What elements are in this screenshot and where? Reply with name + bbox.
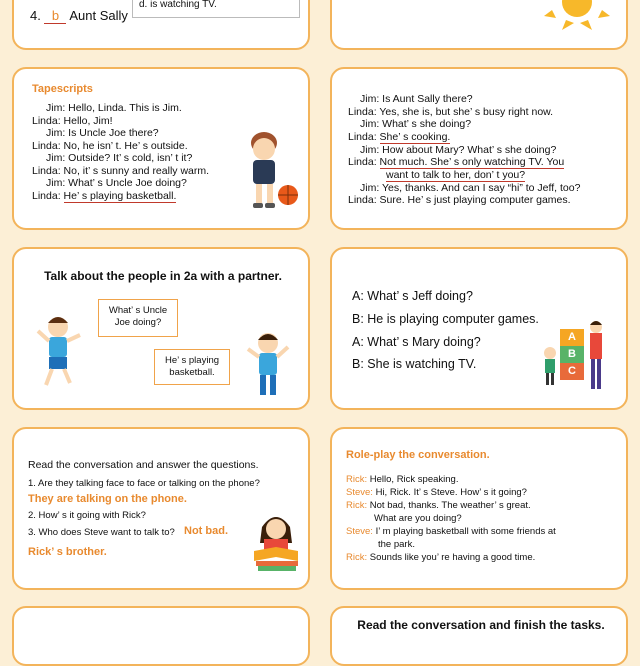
qa-card — [330, 247, 628, 410]
dialog-line: want to talk to her, don’ t you? — [386, 169, 526, 181]
dialog-line: Rick: Not bad, thanks. The weather’ s great. — [346, 500, 531, 511]
answer-1: They are talking on the phone. — [28, 493, 187, 505]
talk-card — [12, 247, 310, 410]
dialog-line: Linda: Sure. He’ s just playing computer games. — [348, 194, 571, 207]
item-name: Aunt Sally — [69, 8, 128, 23]
tapescript-left-dialog — [32, 102, 232, 230]
item-number: 4. — [30, 8, 41, 23]
letter-block-b: B — [560, 346, 584, 363]
dialog-line: Jim: Yes, thanks. And can I say “hi” to Jeff, too? — [360, 181, 581, 194]
read-instruction: Read the conversation and answer the questions. — [28, 459, 259, 471]
speech-bubble-question: What’ s Uncle Joe doing? — [98, 299, 178, 337]
mother-child-illustration — [538, 319, 618, 395]
dialog-line: the park. — [378, 539, 415, 550]
letter-block-a: A — [560, 329, 584, 346]
question-2: 2. How’ s it going with Rick? — [28, 510, 146, 521]
dialog-line: Jim: What’ s Uncle Joe doing? — [46, 177, 187, 189]
dialog-line: Linda: He’ s playing basketball. — [32, 189, 177, 202]
tapescripts-card — [12, 67, 310, 230]
dialog-line: Linda: No, he isn’ t. He’ s outside. — [32, 139, 188, 152]
answer-2: Not bad. — [184, 525, 228, 537]
dialog-line: Jim: Hello, Linda. This is Jim. — [46, 102, 182, 114]
tapescript-right-dialog — [348, 93, 628, 223]
answer-blank: b — [44, 8, 66, 24]
question-1: 1. Are they talking face to face or talking on the phone? — [28, 478, 260, 489]
tapescripts-title: Tapescripts — [32, 83, 93, 95]
qa-line: A: What’ s Mary doing? — [352, 335, 481, 349]
dialog-line: Linda: No, it’ s sunny and really warm. — [32, 164, 210, 177]
qa-line: A: What’ s Jeff doing? — [352, 289, 473, 303]
dialog-line: Steve: Hi, Rick. It’ s Steve. How’ s it going? — [346, 487, 527, 498]
qa-line: B: She is watching TV. — [352, 357, 477, 371]
match-item-4 — [30, 8, 128, 24]
dialog-line: Linda: Hello, Jim! — [32, 114, 113, 127]
talk-title: Talk about the people in 2a with a partner. — [44, 269, 282, 283]
dialog-line: Jim: Is Aunt Sally there? — [360, 93, 473, 105]
answer-box — [132, 0, 300, 18]
boy-basketball-illustration — [242, 129, 302, 214]
read-answer-card — [12, 427, 310, 590]
answer-box-text: d. is watching TV. — [139, 0, 217, 10]
qa-line: B: He is playing computer games. — [352, 312, 539, 326]
bottom-right-title: Read the conversation and finish the tasks. — [357, 618, 605, 632]
roleplay-title: Role-play the conversation. — [346, 449, 490, 461]
dialog-line: Steve: I’ m playing basketball with some friends at — [346, 526, 556, 537]
dialog-line: Linda: Not much. She’ s only watching TV. You — [348, 156, 565, 169]
dialog-line: Rick: Hello, Rick speaking. — [346, 474, 459, 485]
top-left-card — [12, 0, 310, 50]
dialog-line: What are you doing? — [374, 513, 462, 524]
letter-block-c: C — [560, 363, 584, 380]
speech-bubble-answer: He’ s playing basketball. — [154, 349, 230, 385]
girl-jumping-illustration — [36, 313, 86, 393]
dialog-line: Rick: Sounds like you’ re having a good time. — [346, 552, 536, 563]
question-3: 3. Who does Steve want to talk to? — [28, 527, 175, 538]
dialog-line: Jim: What’ s she doing? — [360, 118, 472, 131]
bottom-left-card — [12, 606, 310, 666]
roleplay-card — [330, 427, 628, 590]
boy-waving-illustration — [244, 331, 294, 401]
sun-icon — [542, 0, 612, 30]
dialog-line: Jim: Outside? It’ s cold, isn’ t it? — [46, 152, 193, 164]
dialog-line: Linda: Yes, she is, but she’ s busy right now. — [348, 105, 554, 118]
girl-reading-illustration — [248, 513, 306, 575]
dialog-line: Jim: Is Uncle Joe there? — [46, 127, 159, 139]
top-right-card — [330, 0, 628, 50]
bottom-right-card — [330, 606, 628, 666]
roleplay-dialog — [346, 474, 626, 584]
dialog-line: Jim: How about Mary? What’ s she doing? — [360, 143, 557, 156]
answer-3: Rick’ s brother. — [28, 546, 107, 558]
tapescripts-right-card — [330, 67, 628, 230]
dialog-line: Linda: She’ s cooking. — [348, 131, 451, 143]
